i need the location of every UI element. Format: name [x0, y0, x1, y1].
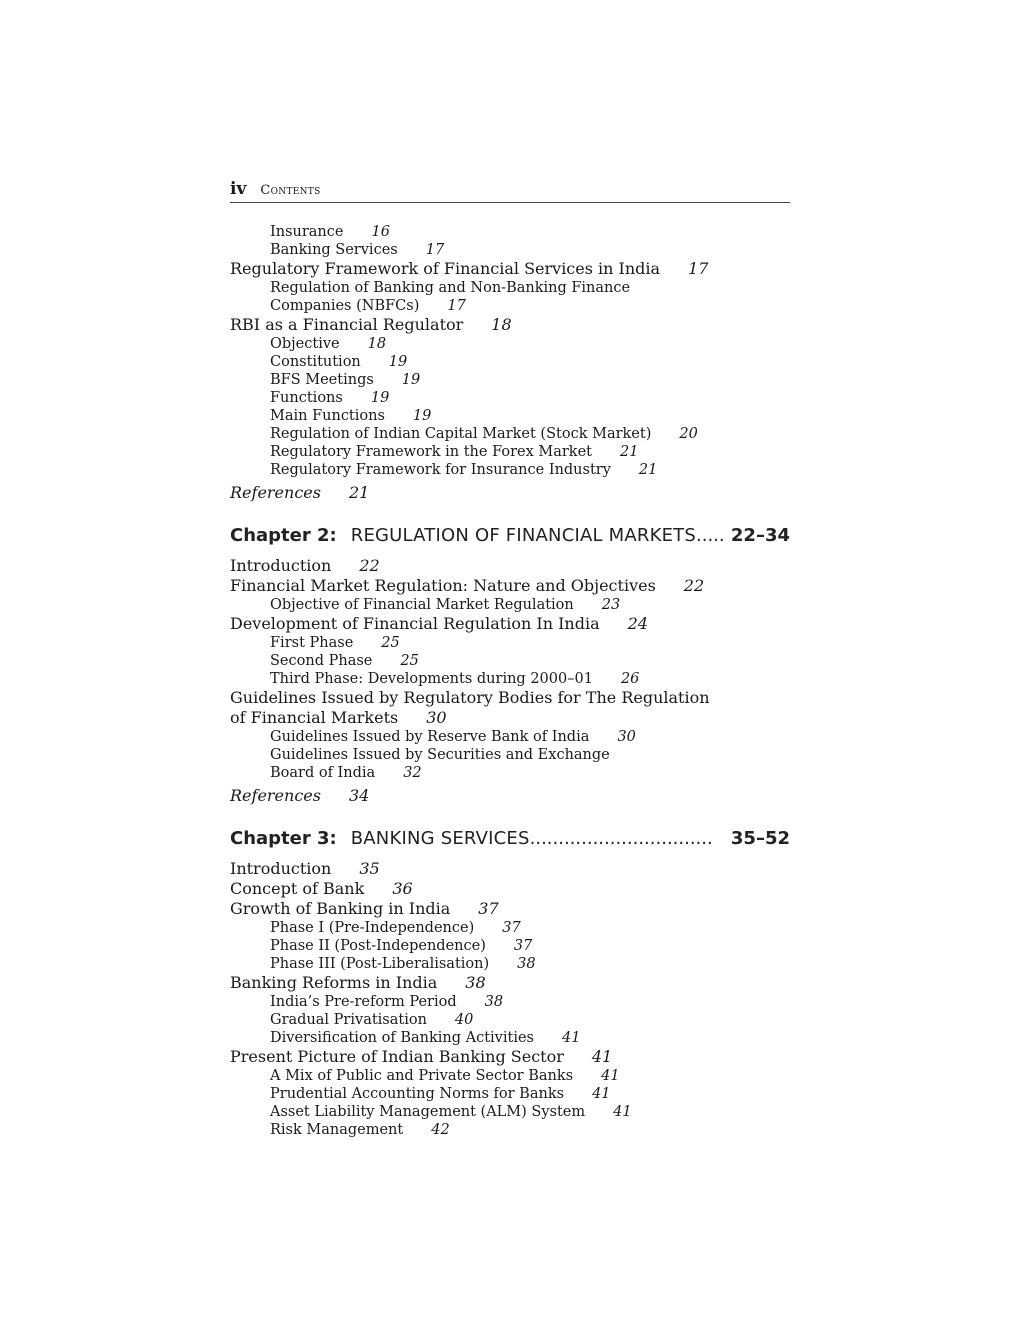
entry-page-number: 16	[371, 224, 390, 240]
toc-subentry	[230, 1103, 790, 1121]
entry-title: Guidelines Issued by Reserve Bank of India	[270, 729, 590, 745]
entry-title: India’s Pre-reform Period	[270, 994, 457, 1010]
entry-page-number: 19	[388, 354, 408, 370]
chapter-title: BANKING SERVICES	[350, 828, 530, 849]
entry-title: Banking Services	[270, 242, 398, 258]
entry-page-number: 22	[683, 576, 705, 595]
entry-page-number: 17	[688, 259, 709, 278]
entry-title: Guidelines Issued by Regulatory Bodies for The Regulation	[230, 688, 710, 707]
entry-title: Companies (NBFCs)	[270, 298, 420, 314]
entry-title: Constitution	[270, 354, 361, 370]
toc-subentry	[230, 1029, 790, 1047]
entry-title: Insurance	[270, 224, 344, 240]
chapter-page-range: 22–34	[730, 525, 790, 546]
chapter-title: REGULATION OF FINANCIAL MARKETS	[350, 525, 696, 546]
toc-subentry	[230, 297, 790, 315]
entry-page-number: 36	[392, 879, 413, 898]
entry-page-number: 41	[592, 1086, 611, 1102]
entry-title: Regulatory Framework of Financial Services in India	[230, 259, 661, 278]
toc-entry	[230, 1047, 790, 1067]
running-head: Contents	[260, 183, 321, 198]
toc-subentry	[230, 993, 790, 1011]
toc-subentry	[230, 371, 790, 389]
entry-title: A Mix of Public and Private Sector Banks	[270, 1068, 574, 1084]
toc-subentry	[230, 670, 790, 688]
entry-page-number: 41	[562, 1030, 581, 1046]
entry-title: Functions	[270, 390, 343, 406]
entry-title: Regulation of Indian Capital Market (Stock Market)	[270, 426, 652, 442]
entry-page-number: 42	[431, 1122, 450, 1138]
toc-subentry	[230, 634, 790, 652]
toc-subentry	[230, 353, 790, 371]
toc-subentry	[230, 1121, 790, 1139]
toc-list	[230, 223, 790, 1139]
entry-page-number: 35	[359, 859, 380, 878]
toc-subentry	[230, 1011, 790, 1029]
entry-title: Board of India	[270, 765, 376, 781]
entry-page-number: 41	[601, 1068, 620, 1084]
entry-page-number: 41	[591, 1047, 613, 1066]
entry-title: Second Phase	[270, 653, 373, 669]
entry-page-number: 41	[613, 1104, 632, 1120]
toc-entry	[230, 259, 790, 279]
entry-title: Present Picture of Indian Banking Sector	[230, 1047, 564, 1066]
entry-page-number: 19	[412, 408, 432, 424]
entry-title: Regulation of Banking and Non-Banking Finance	[270, 280, 631, 296]
entry-title: Risk Management	[270, 1122, 404, 1138]
toc-subentry	[230, 443, 790, 461]
toc-subentry	[230, 241, 790, 259]
toc-subentry	[230, 461, 790, 479]
references-page: 34	[348, 786, 370, 805]
entry-title: Regulatory Framework in the Forex Market	[270, 444, 592, 460]
entry-page-number: 40	[454, 1012, 474, 1028]
chapter-leader-dots: .....	[696, 525, 725, 546]
references-label: References	[230, 786, 321, 805]
entry-title: Diversification of Banking Activities	[270, 1030, 534, 1046]
entry-page-number: 30	[426, 708, 447, 727]
toc-entry	[230, 899, 790, 919]
references-page: 21	[348, 483, 370, 502]
entry-page-number: 25	[400, 653, 419, 669]
entry-title: BFS Meetings	[270, 372, 374, 388]
toc-subentry	[230, 223, 790, 241]
entry-title: of Financial Markets	[230, 708, 399, 727]
entry-page-number: 38	[484, 994, 504, 1010]
chapter-leader-dots: ................................	[529, 828, 713, 849]
entry-title: Asset Liability Management (ALM) System	[270, 1104, 586, 1120]
toc-entry	[230, 688, 790, 708]
toc-subentry	[230, 937, 790, 955]
entry-title: Growth of Banking in India	[230, 899, 451, 918]
entry-page-number: 38	[465, 973, 486, 992]
references-entry	[230, 786, 790, 806]
entry-page-number: 19	[401, 372, 421, 388]
entry-title: Financial Market Regulation: Nature and Objectives	[230, 576, 656, 595]
entry-page-number: 37	[478, 899, 499, 918]
entry-page-number: 26	[620, 671, 640, 687]
toc-entry	[230, 973, 790, 993]
running-header	[230, 179, 790, 203]
toc-subentry	[230, 728, 790, 746]
entry-title: Guidelines Issued by Securities and Exchange	[270, 747, 610, 763]
toc-subentry	[230, 652, 790, 670]
references-label: References	[230, 483, 321, 502]
toc-page	[230, 179, 790, 1139]
toc-entry	[230, 879, 790, 899]
toc-entry	[230, 708, 790, 728]
toc-subentry	[230, 919, 790, 937]
entry-title: Prudential Accounting Norms for Banks	[270, 1086, 565, 1102]
entry-page-number: 21	[619, 444, 639, 460]
entry-title: Development of Financial Regulation In India	[230, 614, 600, 633]
entry-title: Objective	[270, 336, 340, 352]
references-entry	[230, 483, 790, 503]
entry-page-number: 19	[370, 390, 390, 406]
toc-subentry	[230, 389, 790, 407]
chapter-heading	[230, 525, 790, 546]
chapter-heading	[230, 828, 790, 849]
toc-subentry	[230, 335, 790, 353]
chapter-number: Chapter 3:	[230, 828, 337, 849]
toc-entry	[230, 614, 790, 634]
toc-section-a	[230, 223, 790, 479]
entry-page-number: 20	[679, 426, 698, 442]
page-folio: iv	[230, 179, 247, 199]
entry-page-number: 37	[502, 920, 521, 936]
toc-section-b	[230, 556, 790, 782]
chapter-number: Chapter 2:	[230, 525, 337, 546]
entry-page-number: 23	[601, 597, 621, 613]
entry-page-number: 17	[425, 242, 445, 258]
toc-subentry	[230, 407, 790, 425]
entry-title: Gradual Privatisation	[270, 1012, 427, 1028]
toc-subentry	[230, 955, 790, 973]
toc-subentry	[230, 1085, 790, 1103]
entry-title: Regulatory Framework for Insurance Industry	[270, 462, 611, 478]
entry-title: Introduction	[230, 556, 332, 575]
entry-page-number: 18	[367, 336, 387, 352]
entry-page-number: 25	[381, 635, 400, 651]
toc-entry	[230, 556, 790, 576]
entry-page-number: 17	[447, 298, 466, 314]
entry-page-number: 30	[617, 729, 636, 745]
toc-subentry	[230, 1067, 790, 1085]
entry-title: Main Functions	[270, 408, 385, 424]
toc-subentry	[230, 279, 790, 297]
toc-subentry	[230, 746, 790, 764]
chapter-page-range: 35–52	[730, 828, 790, 849]
entry-title: Concept of Bank	[230, 879, 365, 898]
entry-title: Phase I (Pre-Independence)	[270, 920, 475, 936]
entry-title: First Phase	[270, 635, 354, 651]
entry-page-number: 18	[491, 315, 512, 334]
toc-subentry	[230, 764, 790, 782]
toc-entry	[230, 859, 790, 879]
entry-title: Third Phase: Developments during 2000–01	[270, 671, 593, 687]
entry-title: Banking Reforms in India	[230, 973, 438, 992]
entry-page-number: 24	[627, 614, 648, 633]
toc-section-c	[230, 859, 790, 1139]
entry-page-number: 21	[638, 462, 658, 478]
entry-title: Phase III (Post-Liberalisation)	[270, 956, 490, 972]
entry-title: RBI as a Financial Regulator	[230, 315, 464, 334]
entry-page-number: 22	[359, 556, 380, 575]
entry-page-number: 32	[403, 765, 422, 781]
entry-title: Introduction	[230, 859, 332, 878]
entry-page-number: 38	[517, 956, 536, 972]
toc-subentry	[230, 596, 790, 614]
toc-entry	[230, 315, 790, 335]
entry-title: Phase II (Post-Independence)	[270, 938, 486, 954]
toc-entry	[230, 576, 790, 596]
toc-subentry	[230, 425, 790, 443]
entry-page-number: 37	[513, 938, 533, 954]
entry-title: Objective of Financial Market Regulation	[270, 597, 574, 613]
